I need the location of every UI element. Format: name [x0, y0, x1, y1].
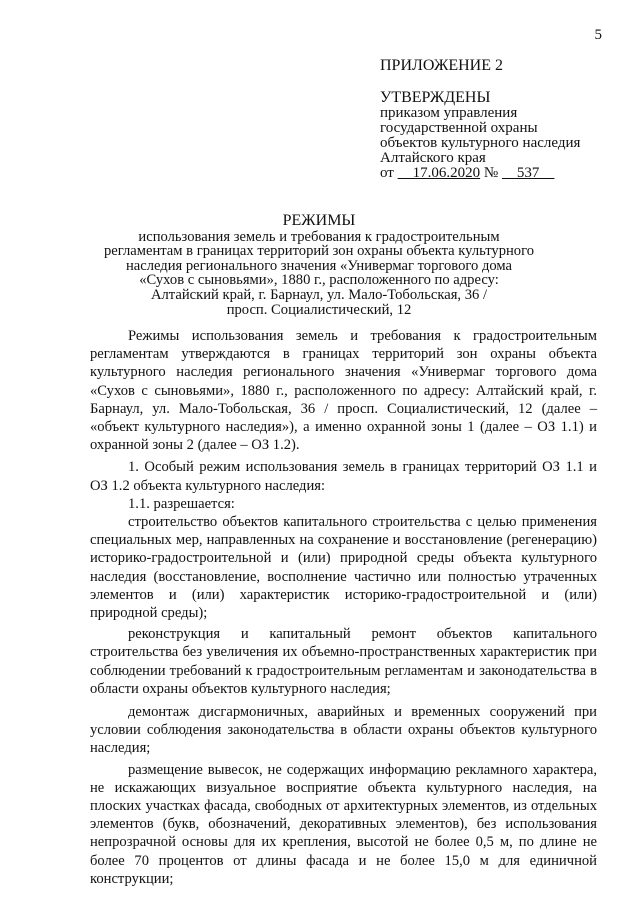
title-line: использования земель и требования к градостроительным	[138, 228, 500, 245]
intro-paragraph: Режимы использования земель и требования к градостроительным регламентам утверждаются в границах территорий зон охраны объекта культурного наследия регионального значения «Универмаг торгового дома «Сухов с сыновьями», 1880 г., расположенного по адресу: Алтайский край, г. Барнаул, ул. Мало-Тобольская, 36 / просп. Социалистический, 12 (далее – «объект культурного наследия»), а именно охранной зоны 1 (далее – ОЗ 1.1) и охранной зоны 2 (далее – ОЗ 1.2).	[90, 328, 597, 454]
approval-line: Алтайского края	[380, 150, 486, 166]
title-line: наследия регионального значения «Универмаг торгового дома	[125, 257, 513, 274]
approval-line: объектов культурного наследия	[380, 135, 581, 151]
list-item: строительство объектов капитального строительства с целью применения специальных мер, направленных на сохранение и восстановление (регенерацию) историко-градостроительной и (или) природной среды объекта культурного наследия (восстановление, восполнение частично или полностью утраченных элементов и (или) характеристик историко-градостроительной и (или) природной среды);	[90, 514, 597, 622]
approved-label: УТВЕРЖДЕНЫ	[380, 89, 491, 106]
document-title: РЕЖИМЫ	[282, 212, 356, 229]
list-item: размещение вывесок, не содержащих информацию рекламного характера, не искажающих визуальное восприятие объекта культурного наследия, на плоских участках фасада, свободных от архитектурных элементов, из отдельных элементов (букв, обозначений, декоративных элементов), без использования непрозрачной основы для их крепления, высотой не более 0,5 м, по длине не более 70 процентов от длины фасада и не более 15,0 м для единичной конструкции;	[90, 761, 597, 887]
approval-number: 537	[501, 165, 555, 181]
date-prefix: от	[380, 165, 394, 181]
document-body	[90, 327, 597, 888]
section-1-1-paragraph: 1.1. разрешается:	[128, 495, 235, 512]
approval-date-line	[380, 166, 620, 181]
list-item: демонтаж дисгармоничных, аварийных и временных сооружений при условии соблюдения законодательства в области охраны объектов культурного наследия;	[90, 704, 597, 757]
title-line: просп. Социалистический, 12	[226, 301, 412, 318]
list-item: реконструкция и капитальный ремонт объектов капитального строительства без увеличения их объемно-пространственных характеристик при соблюдении требований к градостроительным регламентам и законодательства в области охраны объектов культурного наследия;	[90, 626, 597, 697]
section-1-paragraph: 1. Особый режим использования земель в границах территорий ОЗ 1.1 и ОЗ 1.2 объекта культурного наследия:	[90, 459, 597, 494]
number-label: №	[483, 165, 499, 181]
title-line: «Сухов с сыновьями», 1880 г., расположенного по адресу:	[139, 272, 499, 289]
title-line: регламентам в границах территорий зон охраны объекта культурного	[103, 243, 535, 260]
approval-line: приказом управления	[380, 105, 518, 121]
approval-line: государственной охраны	[380, 120, 538, 136]
document-title-block	[90, 214, 548, 317]
approval-date: 17.06.2020	[397, 165, 481, 181]
appendix-label: ПРИЛОЖЕНИЕ 2	[380, 57, 504, 74]
approval-stamp	[380, 58, 620, 181]
page-number: 5	[594, 27, 602, 43]
title-line: Алтайский край, г. Барнаул, ул. Мало-Тобольская, 36 /	[150, 286, 487, 303]
